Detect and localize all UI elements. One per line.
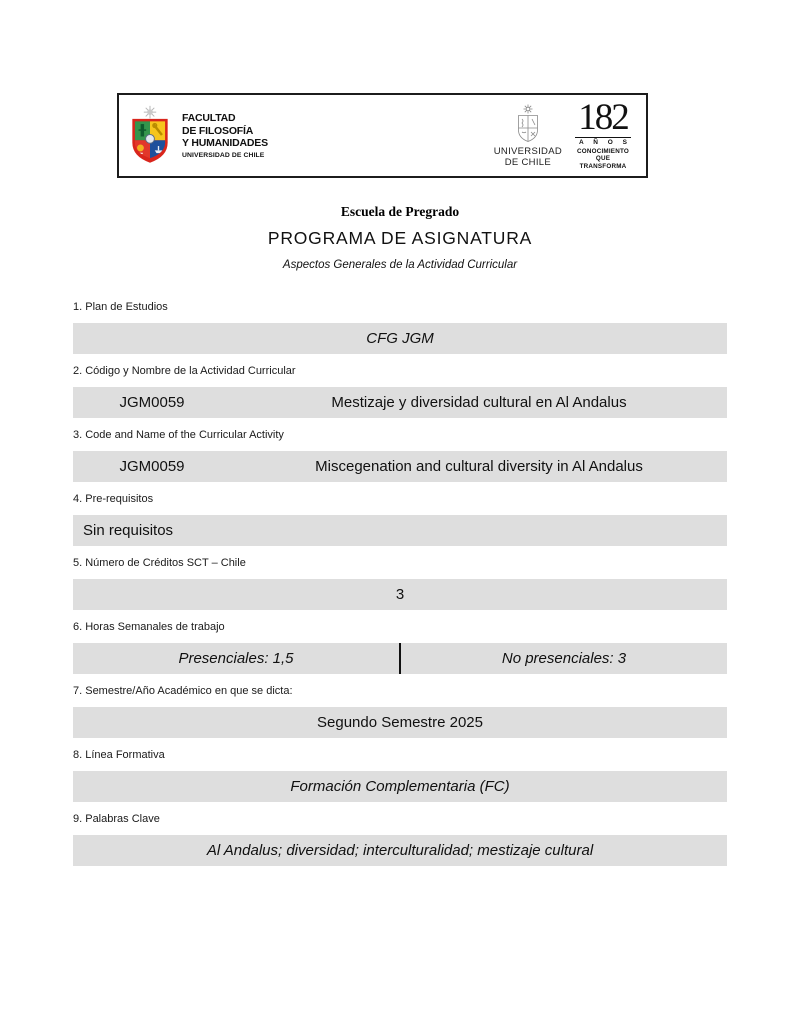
field-label: 5. Número de Créditos SCT – Chile bbox=[73, 557, 246, 569]
field-label: 6. Horas Semanales de trabajo bbox=[73, 621, 225, 633]
university-shield-icon bbox=[129, 105, 171, 167]
fields-section bbox=[73, 301, 727, 877]
field-semestre bbox=[73, 685, 727, 738]
field-label: 3. Code and Name of the Curricular Activity bbox=[73, 429, 284, 441]
faculty-name-line3: Y HUMANIDADES bbox=[182, 137, 268, 150]
field-creditos-sct bbox=[73, 557, 727, 610]
school-title: Escuela de Pregrado bbox=[340, 204, 460, 219]
document-subtitle: Aspectos Generales de la Actividad Curricular bbox=[282, 259, 518, 271]
course-name: Mestizaje y diversidad cultural en Al Andalus bbox=[331, 394, 627, 411]
header-logo-box bbox=[117, 93, 648, 178]
faculty-logo-group bbox=[129, 105, 268, 167]
field-label: 2. Código y Nombre de la Actividad Curricular bbox=[73, 365, 296, 377]
university-name-line1: UNIVERSIDAD bbox=[493, 145, 562, 157]
anniversary-badge bbox=[572, 97, 634, 170]
university-seal-icon bbox=[513, 104, 543, 146]
anniversary-tagline-line1: CONOCIMIENTO bbox=[577, 147, 629, 155]
field-label: 8. Línea Formativa bbox=[73, 749, 165, 761]
hours-non-presential: No presenciales: 3 bbox=[501, 650, 627, 667]
anniversary-tagline-line2: QUE TRANSFORMA bbox=[579, 155, 627, 170]
field-value: Segundo Semestre 2025 bbox=[73, 707, 727, 738]
title-block bbox=[0, 204, 800, 271]
anniversary-rule bbox=[575, 137, 631, 138]
field-label: 9. Palabras Clave bbox=[73, 813, 160, 825]
faculty-name-line1: FACULTAD bbox=[182, 112, 236, 125]
faculty-university-subline: UNIVERSIDAD DE CHILE bbox=[182, 151, 265, 159]
field-value-row bbox=[73, 451, 727, 482]
field-codigo-nombre bbox=[73, 365, 727, 418]
field-value: 3 bbox=[73, 579, 727, 610]
field-pre-requisitos bbox=[73, 493, 727, 546]
course-code: JGM0059 bbox=[119, 394, 185, 411]
field-value-row bbox=[73, 643, 727, 674]
field-value: Al Andalus; diversidad; interculturalidad; mestizaje cultural bbox=[73, 835, 727, 866]
anniversary-years-label: A Ñ O S bbox=[579, 139, 631, 146]
field-code-name-english bbox=[73, 429, 727, 482]
field-value: CFG JGM bbox=[73, 323, 727, 354]
field-label: 1. Plan de Estudios bbox=[73, 301, 168, 313]
faculty-name bbox=[182, 112, 268, 159]
field-label: 4. Pre-requisitos bbox=[73, 493, 154, 505]
anniversary-number: 182 bbox=[578, 97, 628, 138]
field-value: Formación Complementaria (FC) bbox=[73, 771, 727, 802]
field-plan-de-estudios bbox=[73, 301, 727, 354]
field-horas-semanales bbox=[73, 621, 727, 674]
course-code: JGM0059 bbox=[119, 458, 185, 475]
program-title: PROGRAMA DE ASIGNATURA bbox=[267, 228, 533, 248]
faculty-name-line2: DE FILOSOFÍA bbox=[182, 124, 254, 137]
field-linea-formativa bbox=[73, 749, 727, 802]
hours-presential: Presenciales: 1,5 bbox=[178, 650, 294, 667]
field-label: 7. Semestre/Año Académico en que se dicta: bbox=[73, 685, 293, 697]
field-value: Sin requisitos bbox=[73, 515, 727, 546]
field-palabras-clave bbox=[73, 813, 727, 866]
university-seal-group bbox=[494, 104, 562, 168]
course-name: Miscegenation and cultural diversity in Al Andalus bbox=[315, 458, 643, 475]
field-value-row bbox=[73, 387, 727, 418]
university-name-line2: DE CHILE bbox=[504, 156, 551, 168]
